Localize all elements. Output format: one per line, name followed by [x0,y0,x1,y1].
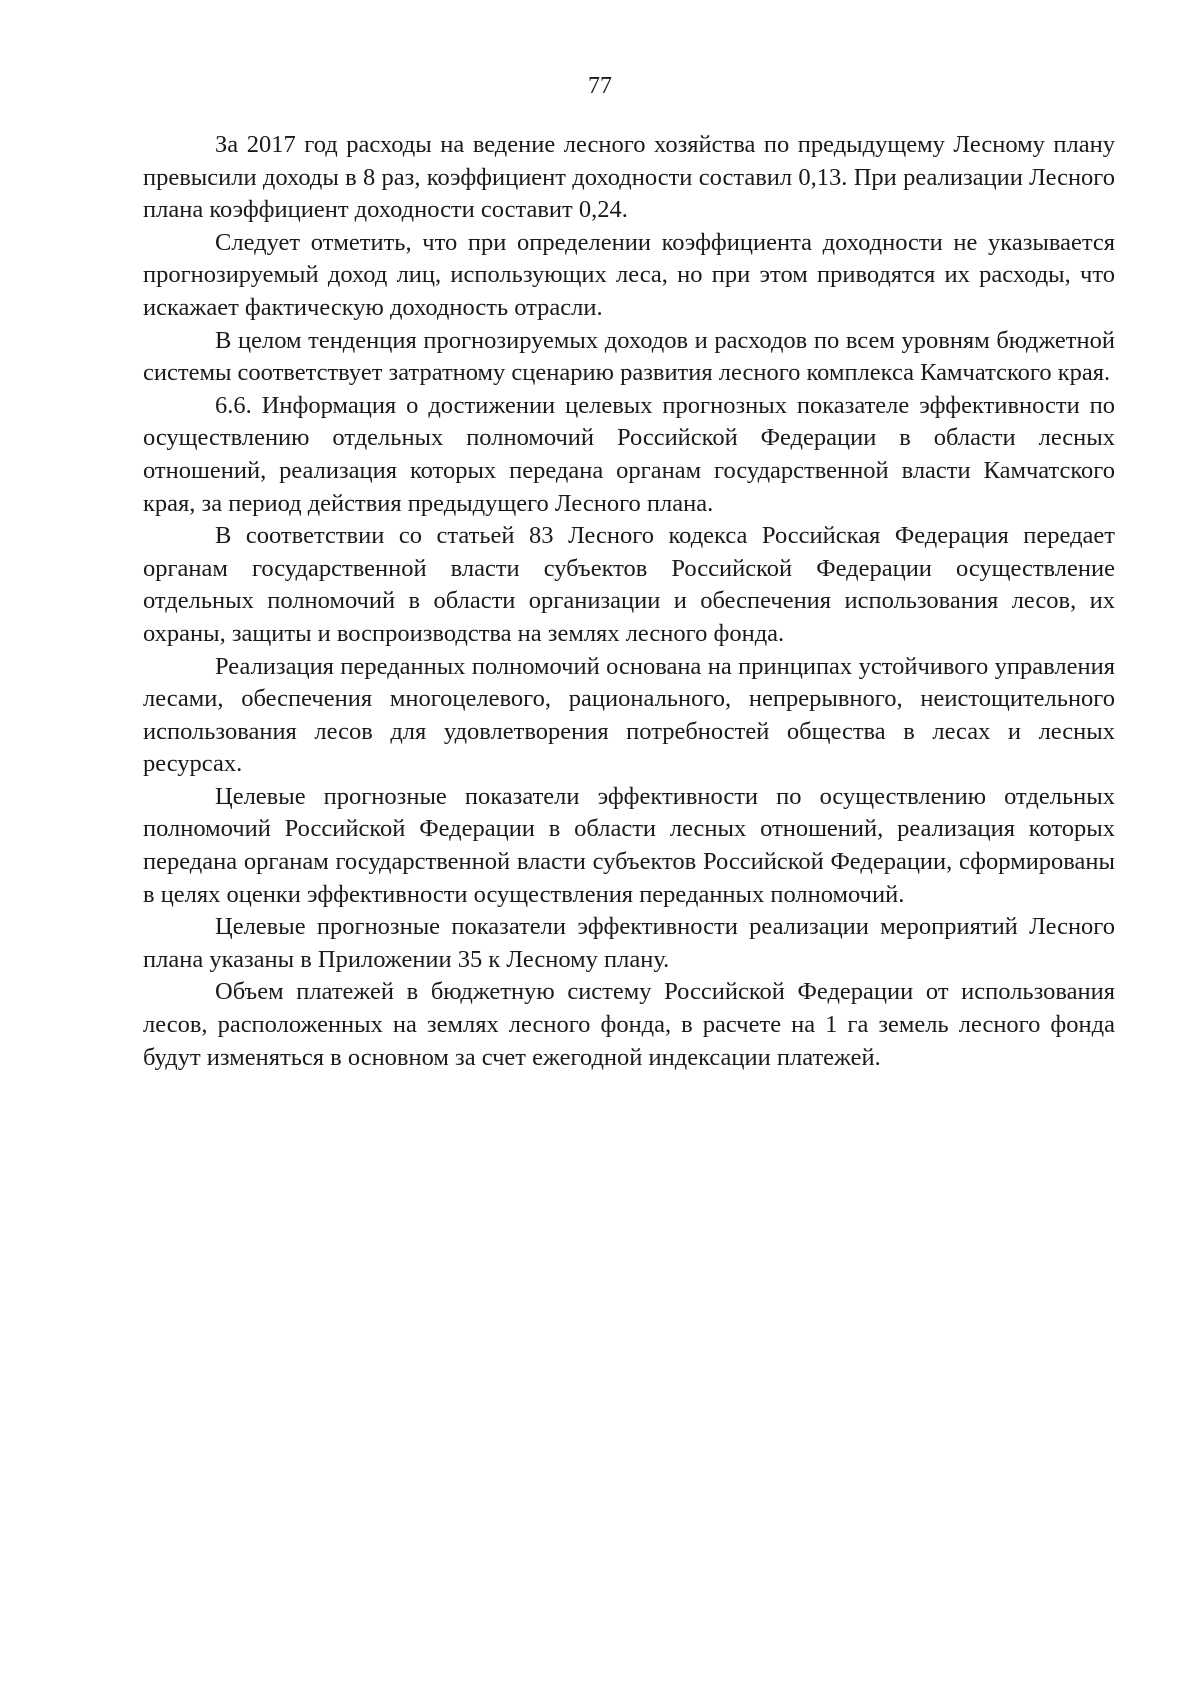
section-heading-6-6: 6.6. Информация о достижении целевых прогнозных показателе эффективности по осуществлению отдельных полномочий Российской Федерации в области лесных отношений, реализация которых передана органам государственной власти Камчатского края, за период действия предыдущего Лесного плана. [143,391,1115,517]
paragraph-payments-per-hectare: Объем платежей в бюджетную систему Российской Федерации от использования лесов, расположенных на землях лесного фонда, в расчете на 1 га земель лесного фонда будут изменяться в основном за счет ежегодной индексации платежей. [143,978,1115,1071]
paragraph-profitability-2017: За 2017 год расходы на ведение лесного хозяйства по предыдущему Лесному плану превысили доходы в 8 раз, коэффициент доходности составил 0,13. При реализации Лесного плана коэффициент доходности составит 0,24. [143,131,1115,224]
paragraph-profitability-note: Следует отметить, что при определении коэффициента доходности не указывается прогнозируемый доход лиц, использующих леса, но при этом приводятся их расходы, что искажает фактическую доходность отрасли. [143,228,1115,321]
paragraph-article-83: В соответствии со статьей 83 Лесного кодекса Российская Федерация передает органам государственной власти субъектов Российской Федерации осуществление отдельных полномочий в области организации и обеспечения использования лесов, их охраны, защиты и воспроизводства на землях лесного фонда. [143,522,1115,647]
paragraph-budget-trend: В целом тенденция прогнозируемых доходов и расходов по всем уровням бюджетной системы соответствует затратному сценарию развития лесного комплекса Камчатского края. [143,326,1115,387]
paragraph-powers-principles: Реализация переданных полномочий основана на принципах устойчивого управления лесами, обеспечения многоцелевого, рационального, непрерывного, неистощительного использования лесов для удовлетворения потребностей общества в лесах и лесных ресурсах. [143,652,1115,778]
page-number: 77 [588,73,612,99]
paragraph-target-indicators: Целевые прогнозные показатели эффективности по осуществлению отдельных полномочий Российской Федерации в области лесных отношений, реализация которых передана органам государственной власти субъектов Российской Федерации, сформированы в целях оценки эффективности осуществления переданных полномочий. [143,782,1115,908]
paragraph-appendix-35: Целевые прогнозные показатели эффективности реализации мероприятий Лесного плана указаны в Приложении 35 к Лесному плану. [143,913,1115,973]
document-body [143,129,1115,1074]
